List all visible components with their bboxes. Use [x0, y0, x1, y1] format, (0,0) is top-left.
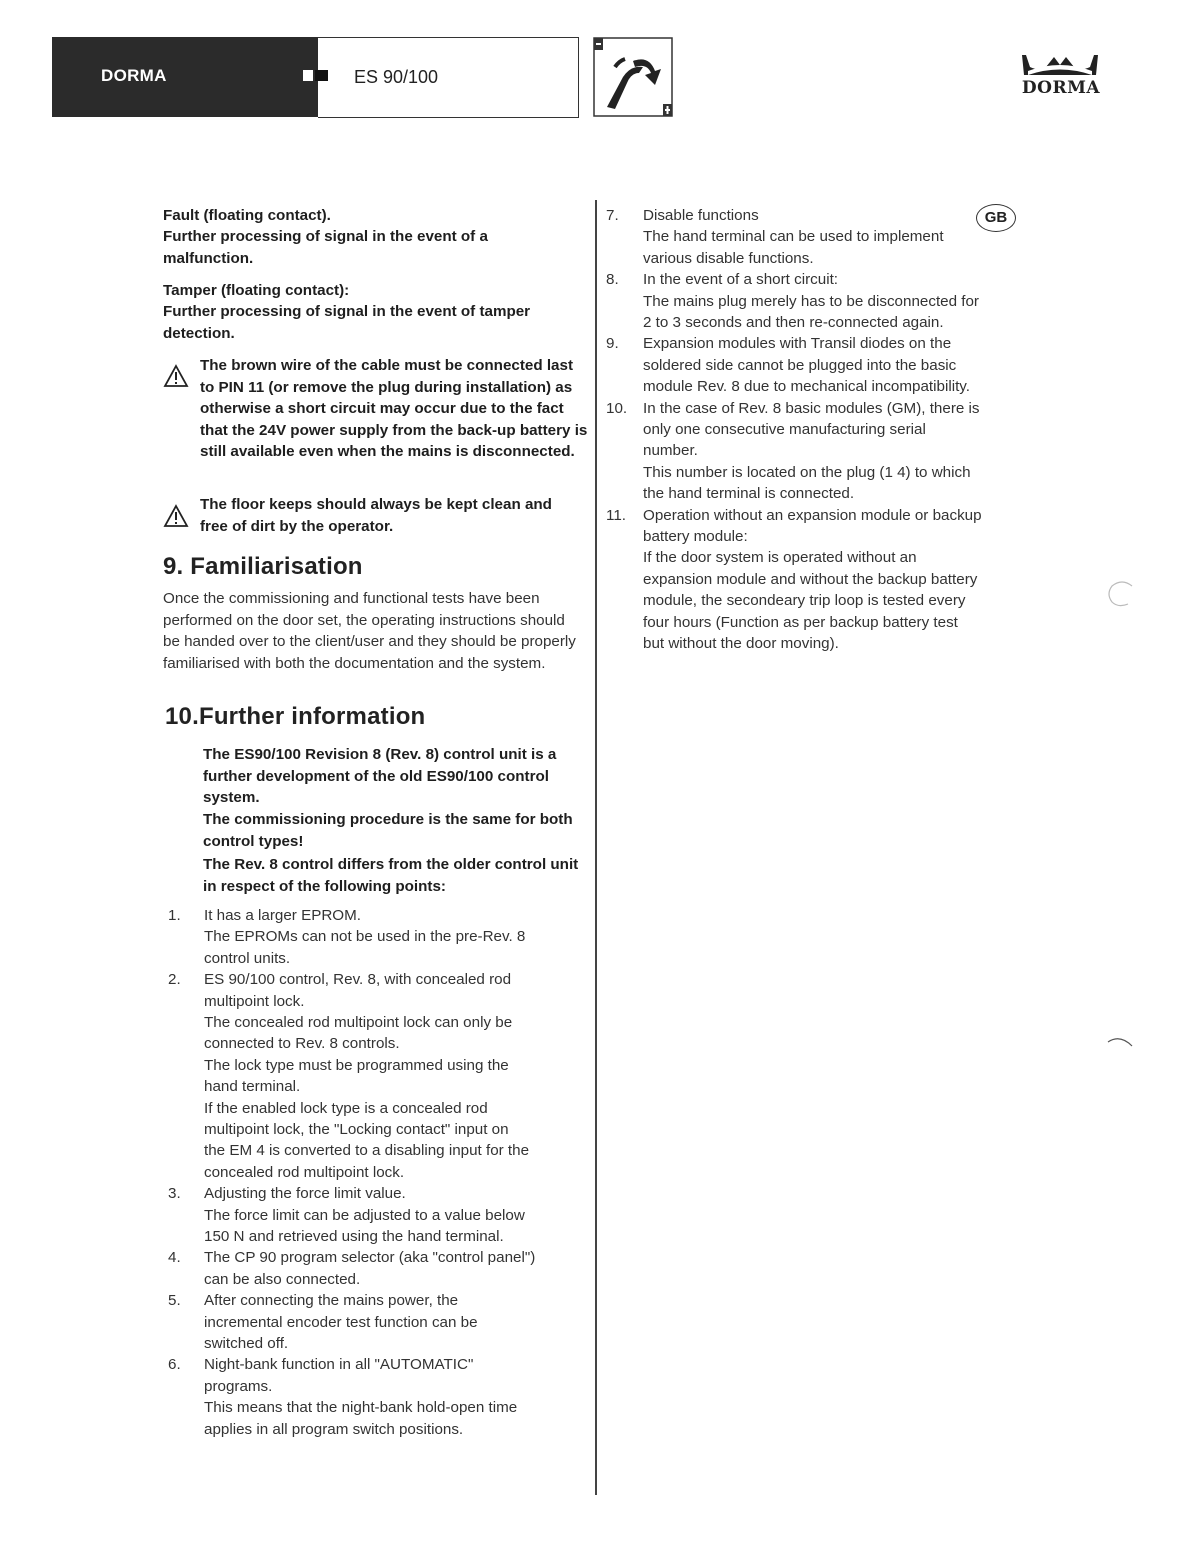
right-item-number: 9.: [606, 335, 619, 353]
right-item-line: module, the secondeary trip loop is tested every: [643, 592, 966, 610]
left-item-line: applies in all program switch positions.: [204, 1420, 464, 1438]
left-item-line: The concealed rod multipoint lock can only be: [204, 1014, 513, 1031]
left-item-number: 6.: [168, 1356, 181, 1374]
left-item-line: It has a larger EPROM.: [204, 907, 361, 924]
door-operator-symbol-icon: [593, 37, 673, 117]
left-item-line: switched off.: [204, 1335, 289, 1352]
fault-heading: Fault (floating contact).: [163, 207, 331, 224]
left-item-line: multipoint lock.: [204, 992, 305, 1010]
left-item-line: multipoint lock, the "Locking contact" input on: [204, 1121, 509, 1138]
left-item-line: can be also connected.: [204, 1270, 361, 1288]
left-item-line: Adjusting the force limit value.: [204, 1185, 406, 1203]
left-item-line: This means that the night-bank hold-open time: [204, 1399, 518, 1417]
header-brand-bar: [52, 37, 318, 117]
left-item-number: 5.: [168, 1292, 181, 1310]
right-item-line: four hours (Function as per backup battery test: [643, 613, 958, 631]
section-9-body: Once the commissioning and functional tests have been performed on the door set, the operating instructions should be handed over to the client/user and they should be properly familiarised with both the documentation and the system.: [163, 590, 576, 672]
left-item-line: After connecting the mains power, the: [204, 1292, 459, 1310]
right-item-line: the hand terminal is connected.: [643, 485, 855, 503]
tamper-heading: Tamper (floating contact):: [163, 282, 350, 299]
right-item-line: various disable functions.: [643, 249, 814, 267]
left-item-line: The EPROMs can not be used in the pre-Rev. 8: [204, 928, 526, 946]
punch-hole-mark: [1104, 1032, 1134, 1062]
right-item-line: If the door system is operated without an: [643, 549, 917, 567]
left-item-line: The lock type must be programmed using the: [204, 1056, 509, 1074]
left-item-number: 3.: [168, 1185, 181, 1203]
warning-triangle-icon: [163, 504, 189, 528]
right-item-number: 11.: [606, 506, 626, 524]
left-item-number: 4.: [168, 1249, 181, 1267]
right-item-number: 7.: [606, 207, 619, 224]
left-item-line: programs.: [204, 1377, 273, 1395]
logo-wordmark: DORMA: [1021, 78, 1101, 98]
right-item-line: but without the door moving).: [643, 635, 839, 652]
left-item-line: The CP 90 program selector (aka "control panel"): [204, 1249, 536, 1267]
right-item-line: battery module:: [643, 528, 748, 545]
right-item-line: Expansion modules with Transil diodes on the: [643, 335, 952, 353]
right-item-line: Disable functions: [643, 207, 759, 224]
fault-body: Further processing of signal in the event of a malfunction.: [163, 228, 488, 267]
right-item-line: expansion module and without the backup battery: [643, 570, 978, 588]
right-item-line: 2 to 3 seconds and then re-connected again.: [643, 314, 944, 331]
left-item-line: The force limit can be adjusted to a value below: [204, 1206, 525, 1224]
header-model: ES 90/100: [354, 67, 439, 87]
right-item-line: The mains plug merely has to be disconnected for: [643, 292, 979, 310]
left-item-number: 2.: [168, 971, 181, 989]
section-10-intro-3: The Rev. 8 control differs from the older control unit in respect of the following points:: [203, 856, 579, 895]
left-item-line: If the enabled lock type is a concealed rod: [204, 1099, 488, 1117]
warning-brown-wire: The brown wire of the cable must be connected last to PIN 11 (or remove the plug during installation) as otherwise a short circuit may occur due to the fact that the 24V power supply from the back-up battery is still available even when the mains is disconnected.: [200, 357, 588, 460]
right-item-line: number.: [643, 442, 698, 460]
left-item-line: 150 N and retrieved using the hand terminal.: [204, 1228, 504, 1245]
right-item-line: In the case of Rev. 8 basic modules (GM), there is: [643, 399, 980, 417]
left-item-line: connected to Rev. 8 controls.: [204, 1035, 400, 1053]
section-9-title: 9. Familiarisation: [163, 553, 363, 580]
right-item-line: module Rev. 8 due to mechanical incompatibility.: [643, 378, 970, 396]
right-item-number: 10.: [606, 399, 628, 417]
left-item-line: concealed rod multipoint lock.: [204, 1163, 405, 1181]
section-10-title: 10.Further information: [165, 703, 426, 730]
column-divider: [595, 200, 597, 1495]
left-item-number: 1.: [168, 907, 181, 924]
right-item-line: soldered side cannot be plugged into the basic: [643, 356, 957, 374]
left-item-line: ES 90/100 control, Rev. 8, with concealed rod: [204, 971, 512, 989]
warning-triangle-icon: [163, 364, 189, 388]
right-item-line: This number is located on the plug (1 4) to which: [643, 463, 971, 481]
left-item-line: control units.: [204, 949, 291, 967]
right-item-line: In the event of a short circuit:: [643, 271, 839, 289]
right-item-line: Operation without an expansion module or backup: [643, 506, 982, 524]
left-item-line: hand terminal.: [204, 1078, 301, 1096]
language-badge: GB: [976, 204, 1016, 232]
left-item-line: the EM 4 is converted to a disabling input for the: [204, 1142, 530, 1160]
right-item-line: only one consecutive manufacturing serial: [643, 421, 926, 438]
tamper-body: Further processing of signal in the event of tamper detection.: [163, 303, 531, 342]
punch-hole-mark: [1104, 578, 1134, 608]
left-item-line: incremental encoder test function can be: [204, 1313, 478, 1331]
section-10-intro-2: The commissioning procedure is the same for both control types!: [203, 811, 573, 850]
left-item-line: Night-bank function in all "AUTOMATIC": [204, 1356, 474, 1374]
section-10-intro-1: The ES90/100 Revision 8 (Rev. 8) control unit is a further development of the old ES90/100 control system.: [203, 746, 557, 806]
warning-floor-keeps: The floor keeps should always be kept clean and free of dirt by the operator.: [200, 496, 552, 535]
right-item-line: The hand terminal can be used to implement: [643, 228, 944, 246]
header-brand: DORMA: [101, 66, 167, 85]
right-item-number: 8.: [606, 271, 619, 289]
